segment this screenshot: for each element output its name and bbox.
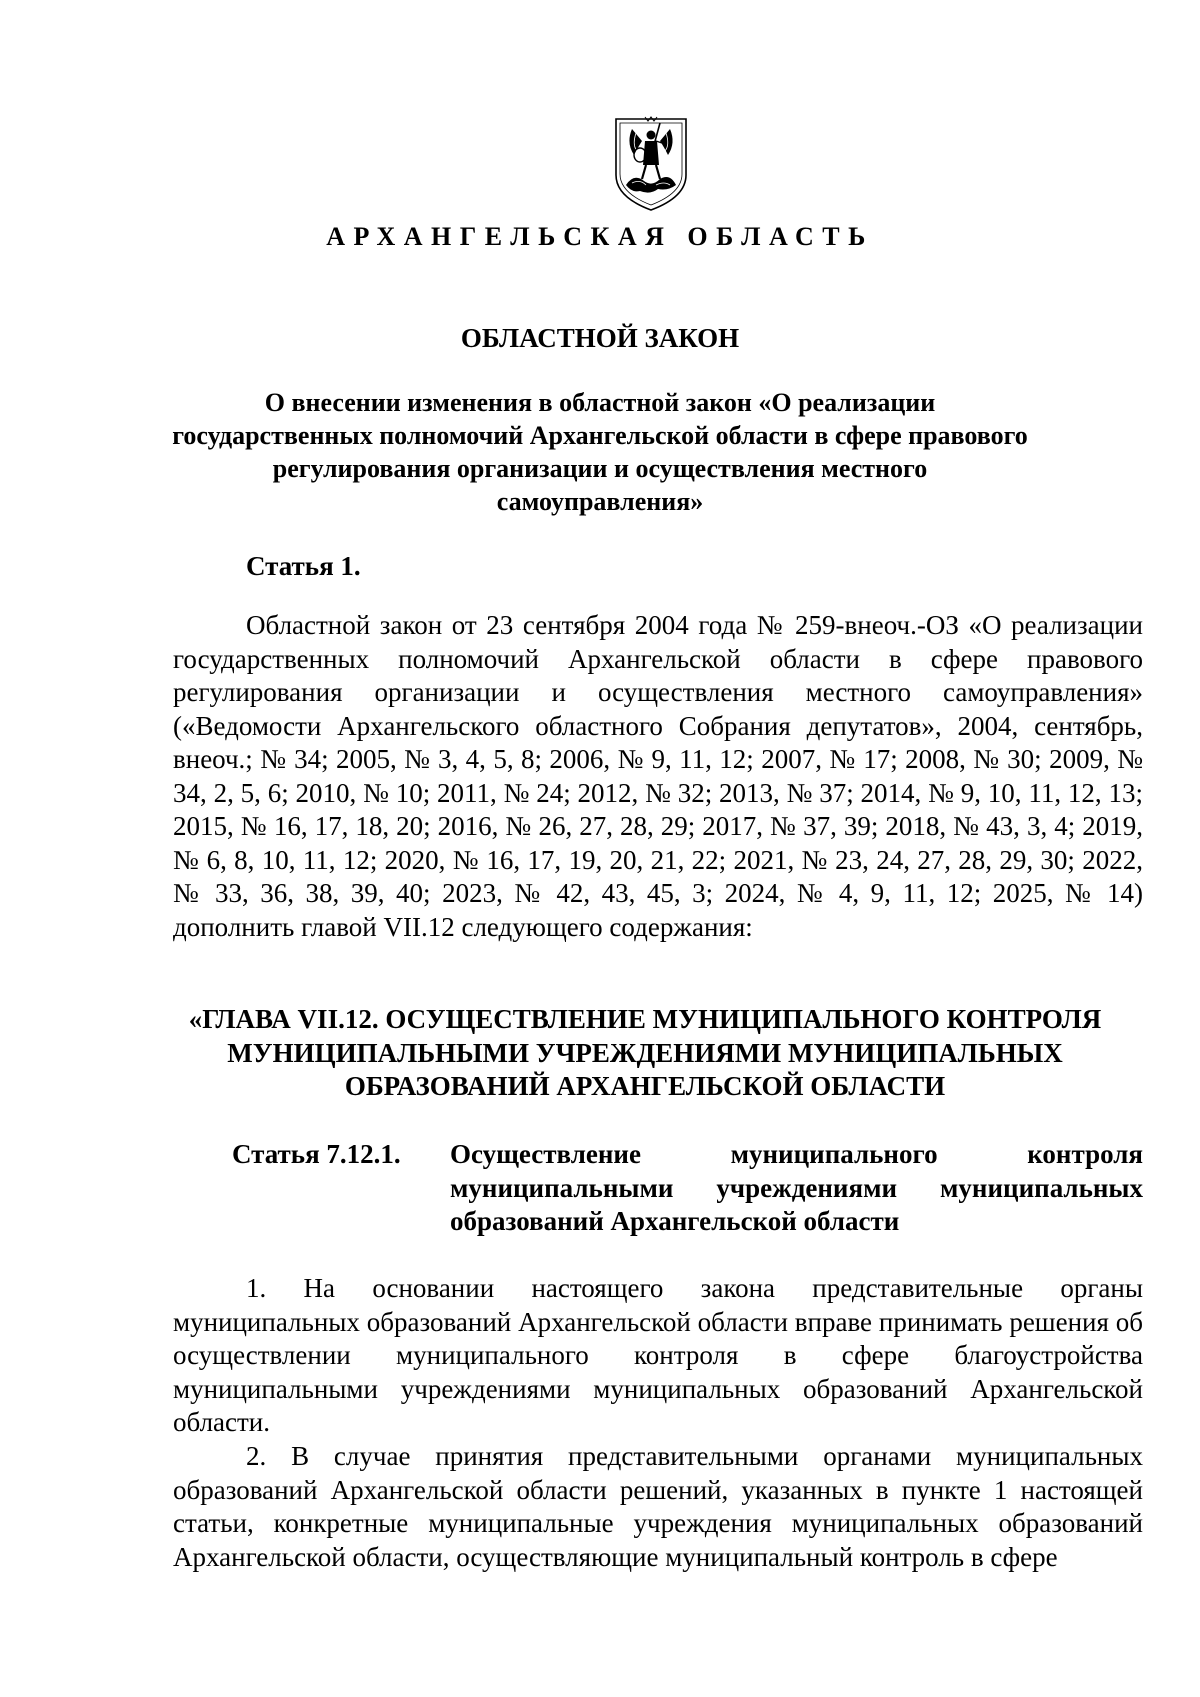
region-name: АРХАНГЕЛЬСКАЯ ОБЛАСТЬ xyxy=(326,222,874,251)
coat-of-arms-icon xyxy=(612,115,690,213)
article-1-text: Областной закон от 23 сентября 2004 года № 259-внеоч.-ОЗ «О реализации государственных полномочий Архангельской области в сфере правового регулирования организации и осуществления местного самоуправления» («Ведомости Архангельского областного Собрания депутатов», 2004, сентябрь, внеоч.; № 34; 2005, № 3, 4, 5, 8; 2006, № 9, 11, 12; 2007, № 17; 2008, № 30; 2009, № 34, 2, 5, 6; 2010, № 10; 2011, № 24; 2012, № 32; 2013, № 37; 2014, № 9, 10, 11, 12, 13; 2015, № 16, 17, 18, 20; 2016, № 26, 27, 28, 29; 2017, № 37, 39; 2018, № 43, 3, 4; 2019, № 6, 8, 10, 11, 12; 2020, № 16, 17, 19, 20, 21, 22; 2021, № 23, 24, 27, 28, 29, 30; 2022, № 33, 36, 38, 39, 40; 2023, № 42, 43, 45, 3; 2024, № 4, 9, 11, 12; 2025, № 14) дополнить главой VII.12 следующего содержания: xyxy=(173,610,1143,942)
article-1-heading: Статья 1. xyxy=(246,551,361,581)
article-name: Осуществление муниципального контроля муниципальными учреждениями муниципальных образований Архангельской области xyxy=(450,1139,1143,1236)
article-7-12-1-paragraph-2: 2. В случае принятия представительными органами муниципальных образований Архангельской области решений, указанных в пункте 1 настоящей статьи, конкретные муниципальные учреждения муниципальных образований Архангельской области, осуществляющие муниципальный контроль в сфере xyxy=(173,1441,1143,1572)
law-type-heading: ОБЛАСТНОЙ ЗАКОН xyxy=(460,323,740,353)
law-title: О внесении изменения в областной закон «О реализации государственных полномочий Архангельской области в сфере правового регулирования организации и осуществления местного самоуправления» xyxy=(172,388,1028,516)
article-7-12-1-paragraph-1: 1. На основании настоящего закона представительные органы муниципальных образований Архангельской области вправе принимать решения об осуществлении муниципального контроля в сфере благоустройства муниципальными учреждениями муниципальных образований Архангельской области. xyxy=(173,1273,1143,1437)
chapter-title: «ГЛАВА VII.12. ОСУЩЕСТВЛЕНИЕ МУНИЦИПАЛЬНОГО КОНТРОЛЯ МУНИЦИПАЛЬНЫМИ УЧРЕЖДЕНИЯМИ МУНИЦИПАЛЬНЫХ ОБРАЗОВАНИЙ АРХАНГЕЛЬСКОЙ ОБЛАСТИ xyxy=(188,1004,1102,1101)
article-number: Статья 7.12.1. xyxy=(232,1139,401,1169)
